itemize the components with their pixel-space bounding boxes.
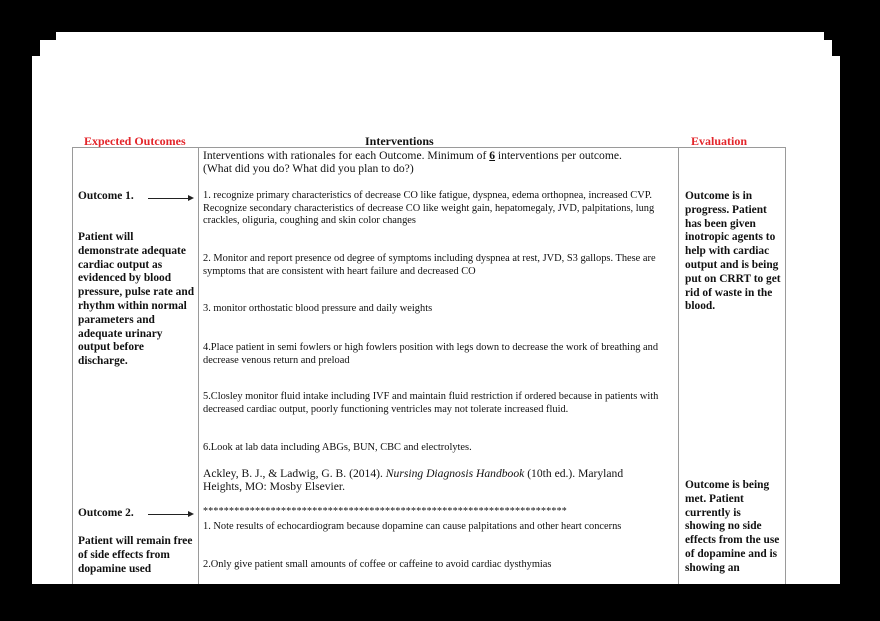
column-divider-2 (678, 147, 679, 584)
reference-title: Nursing Diagnosis Handbook (385, 467, 525, 480)
outcome-2-label: Outcome 2. (78, 507, 134, 519)
arrow-right-icon (148, 198, 192, 199)
intro-text: Interventions with rationales for each Outcome. Minimum of (203, 149, 490, 162)
evaluation-1: Outcome is in progress. Patient has been given inotropic agents to help with cardiac output and is being put on CRRT to get rid of waste in the blood. (685, 190, 781, 313)
interventions-intro (203, 149, 673, 176)
intro-question: (What did you do? What did you plan to do?) (203, 162, 414, 176)
intervention-2-2: 2.Only give patient small amounts of coffee or caffeine to avoid cardiac dysthymias (203, 559, 552, 570)
outcome-1-label: Outcome 1. (78, 190, 134, 202)
intervention-1-5: 5.Closley monitor fluid intake including IVF and maintain fluid restriction if ordered because in patients with decreased cardiac output, poorly functioning ventricles may not tolerate increased fluid. (203, 391, 659, 415)
intervention-1-6: 6.Look at lab data including ABGs, BUN, CBC and electrolytes. (203, 442, 472, 453)
outcome-separator: ********************************************************************** (203, 506, 567, 517)
outcome-1-description: Patient will demonstrate adequate cardiac output as evidenced by blood pressure, pulse rate and rhythm within normal parameters and adequate urinary output before discharge. (78, 231, 195, 368)
intervention-1-2: 2. Monitor and report presence od degree of symptoms including dyspnea at rest, JVD, S3 gallops. These are symptoms that are consistent with heart failure and decreased CO (203, 253, 656, 277)
reference-authors: Ackley, B. J., & Ladwig, G. B. (2014). (203, 467, 386, 480)
intervention-1-1: 1. recognize primary characteristics of decrease CO like fatigue, dyspnea, edema orthopnea, increased CVP. Recognize secondary characteristics of decrease CO like weight gain, hepatomegaly, JVD, palpitations, lung crackles, oliguria, coughing and skin color changes (203, 190, 655, 227)
header-evaluation: Evaluation (691, 134, 748, 148)
intro-text-end: interventions per outcome. (495, 149, 622, 162)
care-plan-document (32, 32, 840, 584)
header-expected-outcomes: Expected Outcomes (84, 134, 186, 148)
intro-minimum-count: 6 (489, 149, 496, 162)
intervention-1-3: 3. monitor orthostatic blood pressure and daily weights (203, 303, 433, 314)
reference-citation (203, 467, 653, 494)
arrow-right-icon (148, 514, 192, 515)
header-interventions: Interventions (365, 134, 434, 148)
reference-publisher: (10th ed.). Maryland Heights, MO: Mosby Elsevier. (203, 467, 624, 494)
intervention-1-4: 4.Place patient in semi fowlers or high fowlers position with legs down to decrease the work of breathing and decrease venous return and preload (203, 342, 659, 366)
evaluation-2: Outcome is being met. Patient currently is showing no side effects from the use of dopamine and is showing an (685, 479, 780, 574)
outcome-2-description: Patient will remain free of side effects from dopamine used (78, 535, 193, 575)
intervention-2-1: 1. Note results of echocardiogram because dopamine can cause palpitations and other heart concerns (203, 521, 622, 532)
column-divider-1 (198, 147, 199, 584)
